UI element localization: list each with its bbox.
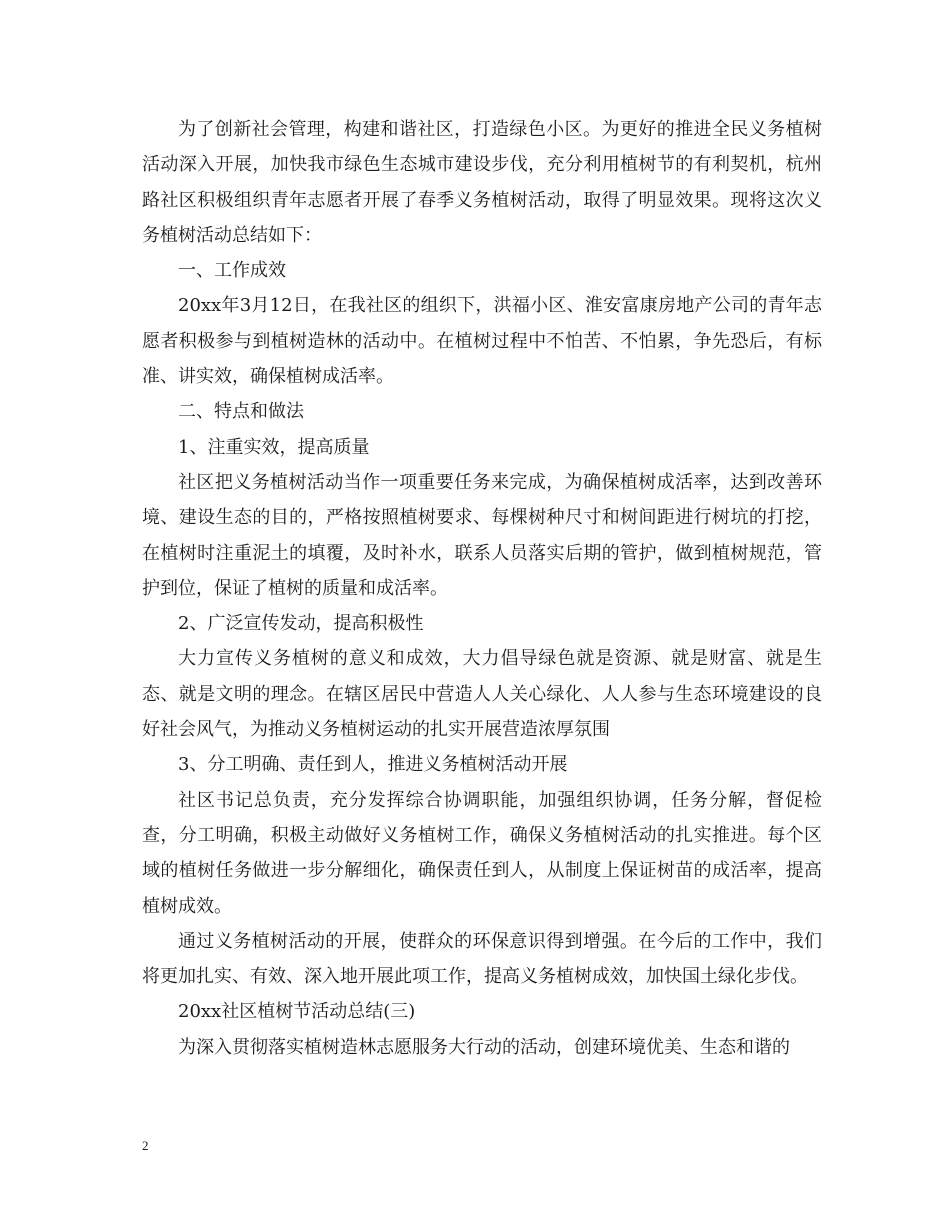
paragraph-intro: 为了创新社会管理，构建和谐社区，打造绿色小区。为更好的推进全民义务植树活动深入开展，加快我市绿色生态城市建设步伐，充分利用植树节的有利契机，杭州路社区积极组织青年志愿者开展了春季义务植树活动，取得了明显效果。现将这次义务植树活动总结如下： bbox=[142, 119, 822, 246]
paragraph-publicity: 大力宣传义务植树的意义和成效，大力倡导绿色就是资源、就是财富、就是生态、就是文明的理念。在辖区居民中营造人人关心绿化、人人参与生态环境建设的良好社会风气，为推动义务植树运动的扎实开展营造浓厚氛围 bbox=[142, 648, 822, 741]
paragraph-division-of-labor: 社区书记总负责，充分发挥综合协调职能，加强组织协调，任务分解，督促检查，分工明确，积极主动做好义务植树工作，确保义务植树活动的扎实推进。每个区域的植树任务做进一步分解细化，确保责任到人，从制度上保证树苗的成活率，提高植树成效。 bbox=[142, 789, 822, 917]
paragraph-conclusion: 通过义务植树活动的开展，使群众的环保意识得到增强。在今后的工作中，我们将更加扎实、有效、深入地开展此项工作，提高义务植树成效，加快国土绿化步伐。 bbox=[142, 930, 822, 988]
paragraph-summary-three-start: 为深入贯彻落实植树造林志愿服务大行动的活动，创建环境优美、生态和谐的 bbox=[178, 1036, 790, 1058]
section-title-summary-three: 20xx社区植树节活动总结(三) bbox=[178, 1001, 416, 1023]
subheading-division-of-labor: 3、分工明确、责任到人，推进义务植树活动开展 bbox=[178, 754, 568, 776]
paragraph-work-results: 20xx年3月12日，在我社区的组织下，洪福小区、淮安富康房地产公司的青年志愿者积极参与到植树造林的活动中。在植树过程中不怕苦、不怕累，争先恐后，有标准、讲实效，确保植树成活率。 bbox=[142, 295, 822, 388]
subheading-publicity: 2、广泛宣传发动，提高积极性 bbox=[178, 613, 424, 635]
heading-work-results: 一、工作成效 bbox=[178, 260, 286, 282]
subheading-focus-effectiveness: 1、注重实效，提高质量 bbox=[178, 436, 370, 458]
document-body bbox=[142, 112, 822, 1065]
page-number: 2 bbox=[142, 1138, 149, 1153]
heading-features-methods: 二、特点和做法 bbox=[178, 401, 304, 423]
paragraph-focus-effectiveness: 社区把义务植树活动当作一项重要任务来完成，为确保植树成活率，达到改善环境、建设生态的目的，严格按照植树要求、每棵树种尺寸和树间距进行树坑的打挖，在植树时注重泥土的填覆，及时补水，联系人员落实后期的管护，做到植树规范，管护到位，保证了植树的质量和成活率。 bbox=[142, 471, 822, 599]
